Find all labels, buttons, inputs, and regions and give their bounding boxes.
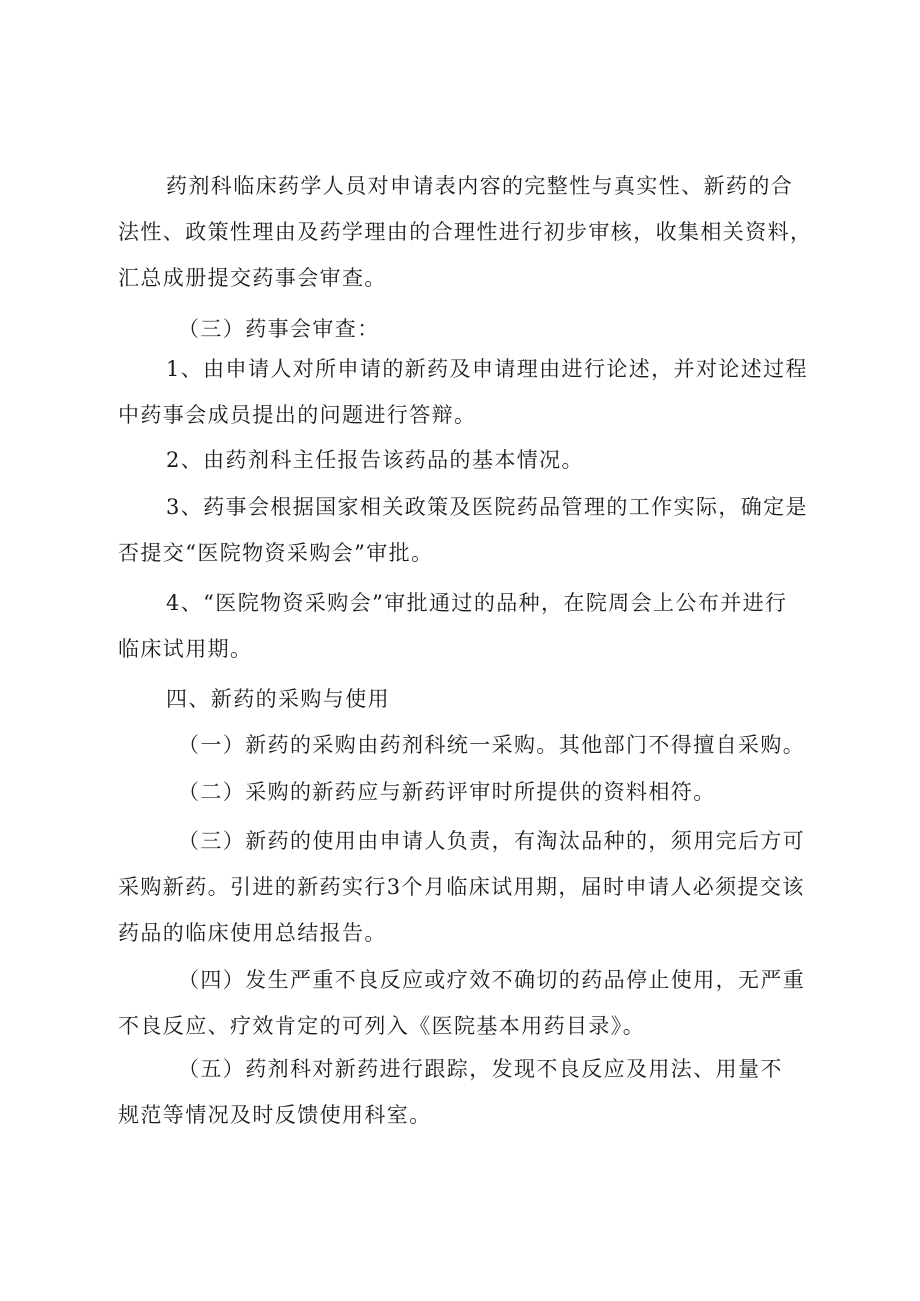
paragraph-sub-2 — [118, 769, 818, 815]
text-line: 2、由药剂科主任报告该药品的基本情况。 — [166, 448, 584, 472]
text-line: 3、药事会根据国家相关政策及医院药品管理的工作实际，确定是 — [166, 495, 808, 519]
text-line: 临床试用期。 — [118, 637, 253, 661]
paragraph-sub-1 — [118, 722, 818, 768]
text-line: 4、“医院物资采购会”审批通过的品种，在院周会上公布并进行 — [166, 591, 788, 615]
text-line: （二）采购的新药应与新药评审时所提供的资料相符。 — [178, 780, 716, 804]
paragraph-sub-3 — [118, 818, 818, 956]
text-line: 采购新药。引进的新药实行3个月临床试用期，届时申请人必须提交该 — [118, 875, 805, 899]
text-line: 法性、政策性理由及药学理由的合理性进行初步审核，收集相关资料， — [118, 220, 813, 244]
text-line: 汇总成册提交药事会审查。 — [118, 266, 387, 290]
paragraph-item-1 — [118, 346, 818, 438]
paragraph-item-3 — [118, 484, 818, 576]
text-line: （五）药剂科对新药进行跟踪，发现不良反应及用法、用量不 — [178, 1057, 783, 1081]
paragraph-item-4 — [118, 580, 818, 672]
text-line: 中药事会成员提出的问题进行答辩。 — [118, 403, 477, 427]
paragraph-review-intro — [118, 163, 818, 301]
paragraph-sub-5 — [118, 1046, 818, 1138]
text-line: 药品的临床使用总结报告。 — [118, 921, 387, 945]
text-line: 药剂科临床药学人员对申请表内容的完整性与真实性、新药的合 — [166, 174, 794, 198]
text-line: （四）发生严重不良反应或疗效不确切的药品停止使用，无严重 — [178, 968, 806, 992]
text-line: 四、新药的采购与使用 — [166, 687, 390, 711]
text-line: 规范等情况及时反馈使用科室。 — [118, 1103, 432, 1127]
section-heading-purchase-use — [118, 676, 818, 722]
paragraph-sub-4 — [118, 957, 818, 1049]
text-line: 不良反应、疗效肯定的可列入《医院基本用药目录》。 — [118, 1014, 646, 1038]
text-line: （一）新药的采购由药剂科统一采购。其他部门不得擅自采购。 — [178, 733, 806, 757]
text-line: 1、由申请人对所申请的新药及申请理由进行论述，并对论述过程 — [166, 357, 808, 381]
text-line: 否提交“医院物资采购会”审批。 — [118, 541, 434, 565]
text-line: （三）新药的使用由申请人负责，有淘汰品种的，须用完后方可 — [178, 829, 806, 853]
text-line: （三）药事会审查： — [178, 317, 380, 341]
paragraph-item-2 — [118, 437, 818, 483]
